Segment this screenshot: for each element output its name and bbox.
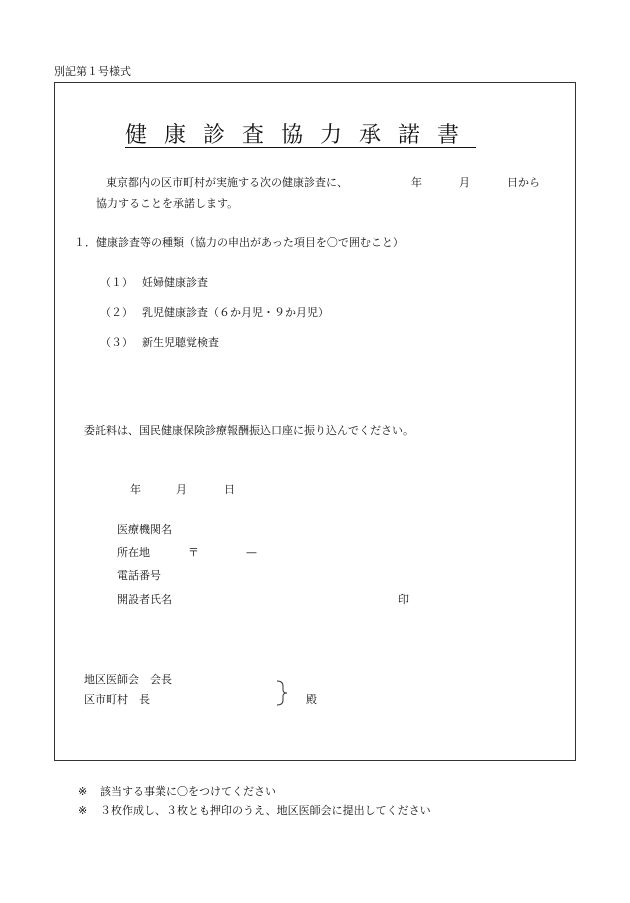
seal-mark: 印 [398,593,409,606]
founder-name-label: 開設者氏名 [117,593,172,606]
date-year-label: 年 [130,483,141,496]
address-label: 所在地 [117,546,150,559]
intro-text-line-1: 東京都内の区市町村が実施する次の健康診査に、 [106,176,348,189]
form-number-label: 別記第１号様式 [54,65,131,78]
intro-day-label: 日から [507,176,540,189]
footnote-text: ３枚作成し、３枚とも押印のうえ、地区医師会に提出してください [100,804,431,817]
list-item-maternal-checkup: 妊婦健康診査 [142,276,208,289]
institution-name-label: 医療機関名 [117,523,172,536]
addressee-municipality: 区市町村 長 [84,693,150,706]
right-brace-icon [275,680,289,706]
postal-code-dash: — [246,546,257,559]
phone-number-label: 電話番号 [117,569,161,582]
intro-month-label: 月 [459,176,470,189]
addressee-medical-association: 地区医師会 会長 [84,673,172,686]
list-item-infant-checkup: 乳児健康診査（６か月児・９か月児） [142,306,329,319]
page-title: 健康診査協力承諾書 [125,123,477,148]
list-item-number: （３） [100,336,133,349]
list-item-number: （１） [100,276,133,289]
footnote-mark: ※ [78,804,88,817]
date-month-label: 月 [176,483,187,496]
date-day-label: 日 [224,483,235,496]
list-item-newborn-hearing-test: 新生児聴覚検査 [142,336,219,349]
list-item-number: （２） [100,306,133,319]
footnote-text: 該当する事業に〇をつけてください [100,785,276,798]
footnote-mark: ※ [78,785,88,798]
intro-text-line-2: 協力することを承諾します。 [96,197,239,210]
fee-payment-note: 委託料は、国民健康保険診療報酬振込口座に振り込んでください。 [84,424,414,437]
addressee-honorific: 殿 [306,693,317,706]
intro-year-label: 年 [411,176,422,189]
postal-mark-icon: 〒 [188,546,199,559]
section-heading-checkup-types: １．健康診査等の種類（協力の申出があった項目を〇で囲むこと） [74,236,404,249]
